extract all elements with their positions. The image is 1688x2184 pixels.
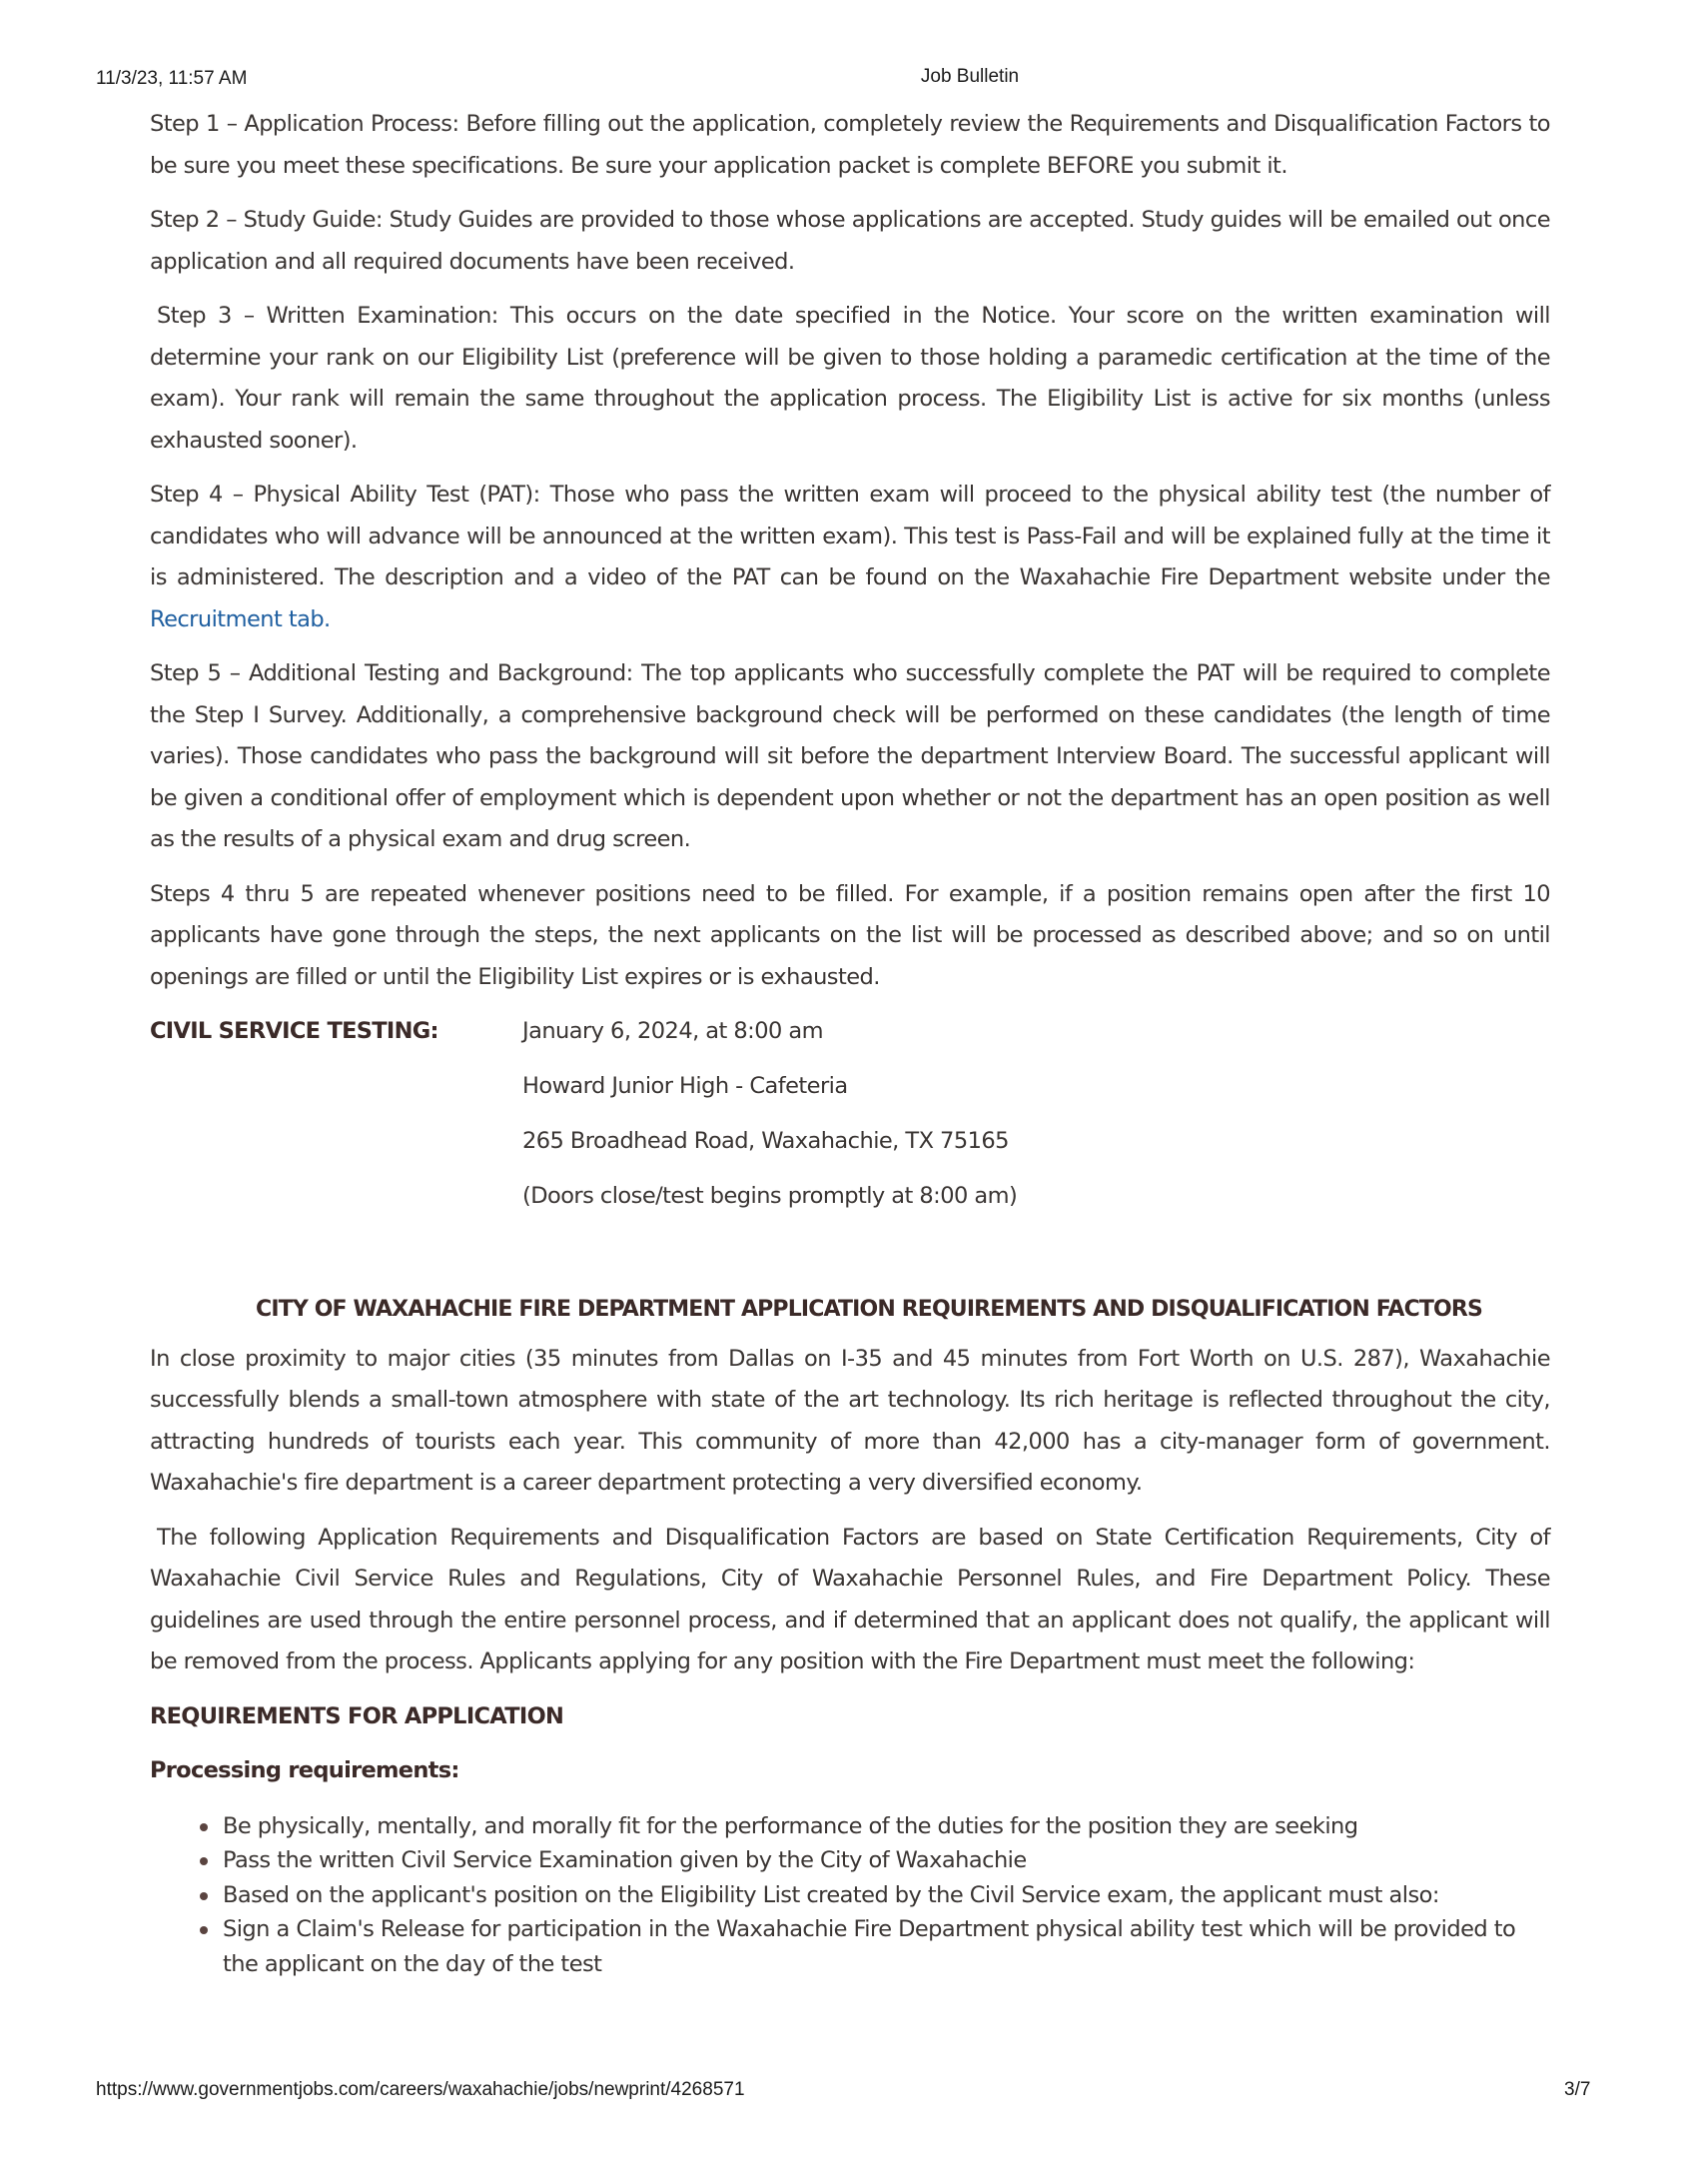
recruitment-tab-link[interactable]: Recruitment tab. [150,605,331,632]
list-item-text: Sign a Claim's Release for participation in the Waxahachie Fire Department physical ability test which will be provided to the applicant on the day of the test [223,1916,1516,1977]
list-item [223,1809,1550,1844]
bullet-icon [200,1823,208,1831]
list-item [223,1912,1550,1981]
requirements-for-application-heading: REQUIREMENTS FOR APPLICATION [150,1702,564,1729]
list-item [223,1878,1550,1913]
step-1-paragraph: Step 1 – Application Process: Before filling out the application, completely review the Requirements and Disqualification Factors to be sure you meet these specifications. Be sure your application packet is complete BEFORE you submit it. [150,111,1550,179]
print-footer-url: https://www.governmentjobs.com/careers/waxahachie/jobs/newprint/4268571 [96,2079,745,2100]
civil-service-testing-details [522,1011,1550,1231]
list-item-text: Pass the written Civil Service Examination given by the City of Waxahachie [223,1847,1027,1873]
processing-requirements-list [150,1809,1550,1982]
list-item [223,1843,1550,1878]
step-3-paragraph: Step 3 – Written Examination: This occurs on the date specified in the Notice. Your score on the written examination will determine your rank on our Eligibility List (preference will be given to those holding a paramedic certification at the time of the exam). Your rank will remain the same throughout the application process. The Eligibility List is active for six months (unless exhausted sooner). [150,303,1550,454]
bullet-icon [200,1857,208,1865]
step-2-paragraph: Step 2 – Study Guide: Study Guides are provided to those whose applications are accepted. Study guides will be emailed out once application and all required documents have been received. [150,207,1550,275]
testing-location: Howard Junior High - Cafeteria [522,1073,848,1099]
list-item-text: Based on the applicant's position on the Eligibility List created by the Civil Service exam, the applicant must also: [223,1881,1439,1908]
processing-requirements-heading: Processing requirements: [150,1757,459,1783]
civil-service-testing-block [150,1011,1550,1231]
requirements-intro-paragraph: The following Application Requirements and Disqualification Factors are based on State Certification Requirements, City of Waxahachie Civil Service Rules and Regulations, City of Waxahachie Personnel Rules, and Fire Department Policy. These guidelines are used through the entire personnel process, and if determined that an applicant does not qualify, the applicant will be removed from the process. Applicants applying for any position with the Fire Department must meet the following: [150,1524,1550,1674]
step-4-paragraph [150,475,1550,640]
city-intro-paragraph: In close proximity to major cities (35 minutes from Dallas on I-35 and 45 minutes from Fort Worth on U.S. 287), Waxahachie successfully blends a small-town atmosphere with state of the art technology. Its rich heritage is reflected throughout the city, attracting hundreds of tourists each year. This community of more than 42,000 has a city-manager form of government. Waxahachie's fire department is a career department protecting a very diversified economy. [150,1345,1550,1496]
requirements-section-heading: CITY OF WAXAHACHIE FIRE DEPARTMENT APPLICATION REQUIREMENTS AND DISQUALIFICATION FACTORS [256,1297,1482,1322]
print-header-datetime: 11/3/23, 11:57 AM [96,68,248,89]
testing-note: (Doors close/test begins promptly at 8:00 am) [522,1183,1018,1209]
civil-service-testing-label: CIVIL SERVICE TESTING: [150,1018,438,1044]
testing-date: January 6, 2024, at 8:00 am [522,1018,823,1044]
step-5-paragraph: Step 5 – Additional Testing and Background: The top applicants who successfully complete the PAT will be required to complete the Step I Survey. Additionally, a comprehensive background check will be performed on these candidates (the length of time varies). Those candidates who pass the background will sit before the department Interview Board. The successful applicant will be given a conditional offer of employment which is dependent upon whether or not the department has an open position as well as the results of a physical exam and drug screen. [150,660,1550,852]
bullet-icon [200,1892,208,1900]
print-footer-page-number: 3/7 [1564,2079,1591,2100]
testing-address: 265 Broadhead Road, Waxahachie, TX 75165 [522,1128,1009,1154]
steps-repeat-note: Steps 4 thru 5 are repeated whenever positions need to be filled. For example, if a position remains open after the first 10 applicants have gone through the steps, the next applicants on the list will be processed as described above; and so on until openings are filled or until the Eligibility List expires or is exhausted. [150,880,1550,990]
print-header-title: Job Bulletin [920,66,1020,87]
job-bulletin-content [150,104,1550,1981]
bullet-icon [200,1926,208,1934]
list-item-text: Be physically, mentally, and morally fit for the performance of the duties for the position they are seeking [223,1812,1358,1839]
step-4-text: Step 4 – Physical Ability Test (PAT): Those who pass the written exam will proceed to the physical ability test (the number of candidates who will advance will be announced at the written exam). This test is Pass-Fail and will be explained fully at the time it is administered. The description and a video of the PAT can be found on the Waxahachie Fire Department website under the [150,482,1550,590]
